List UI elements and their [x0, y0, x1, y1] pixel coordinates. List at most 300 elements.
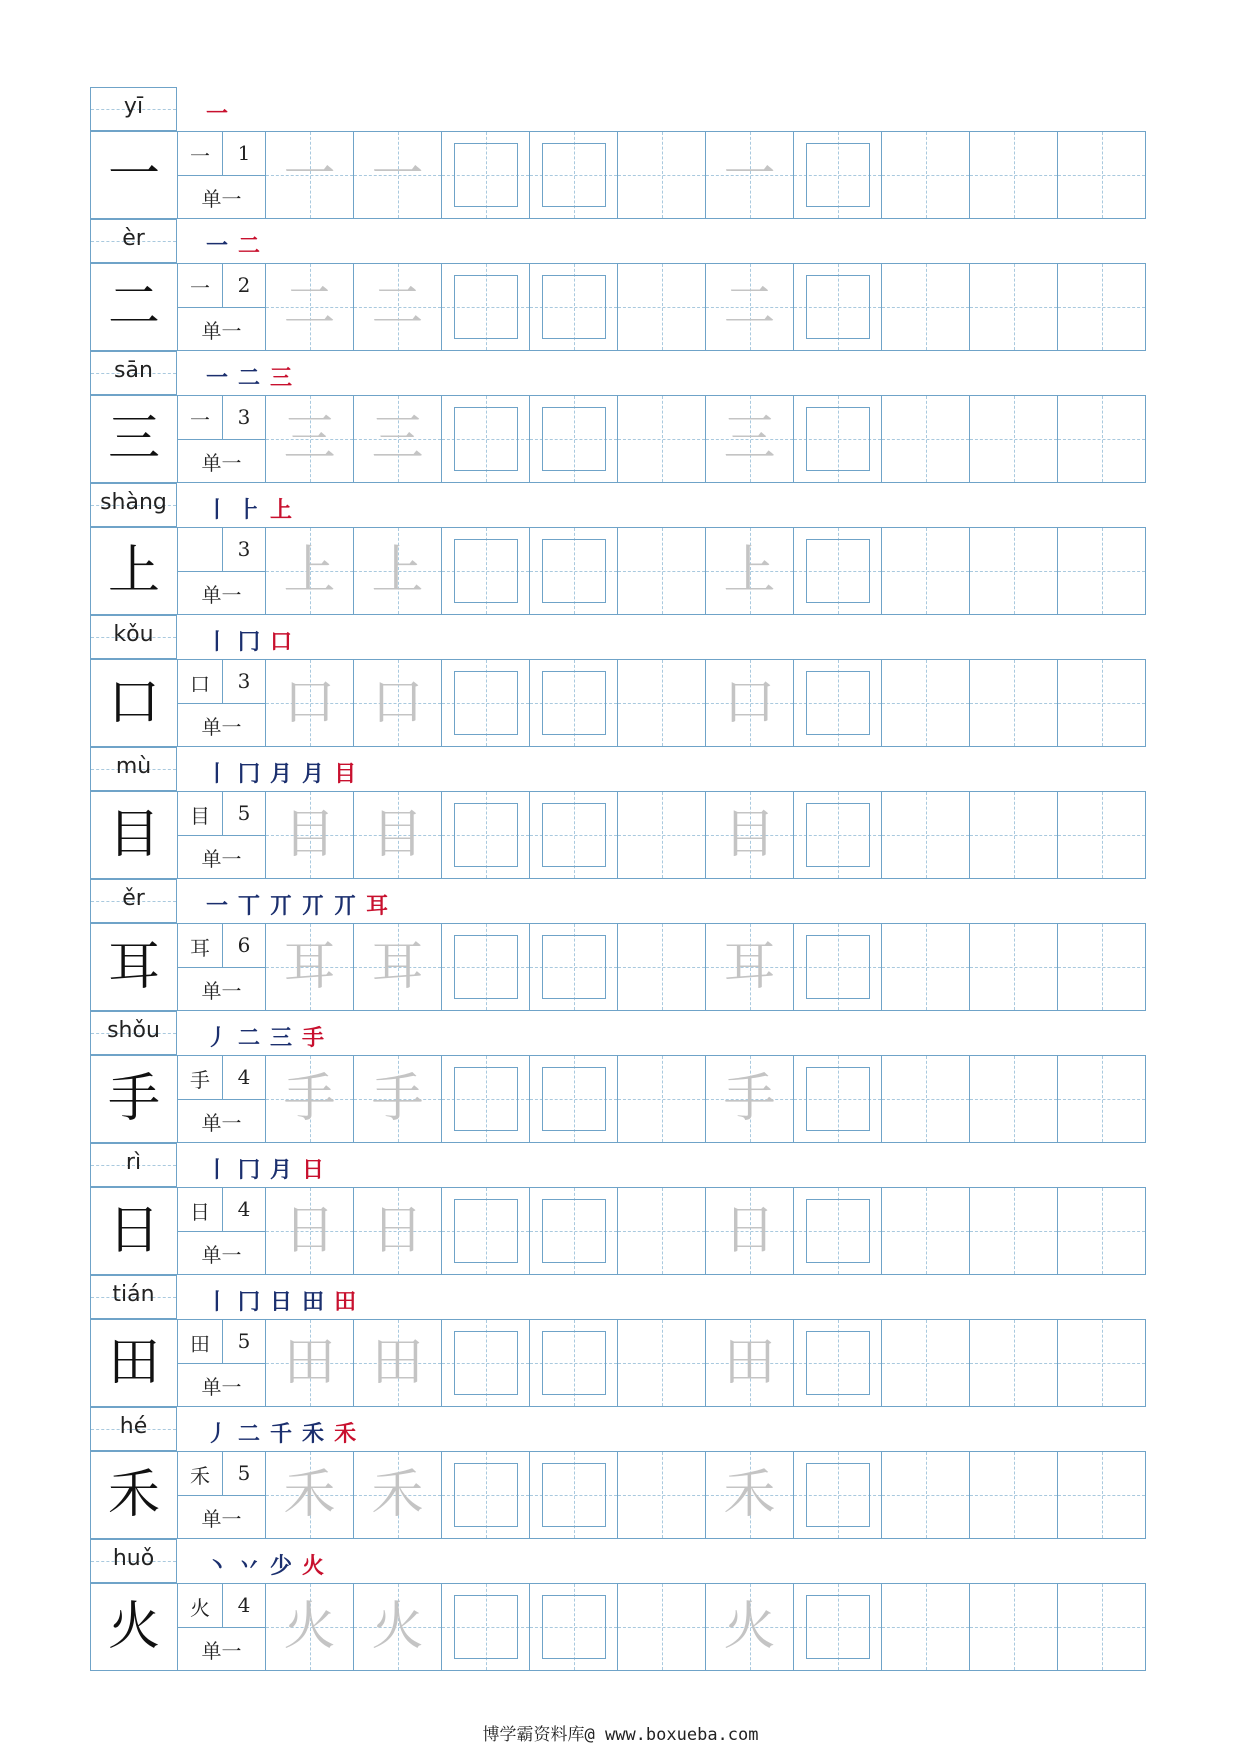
model-character: 火: [91, 1584, 178, 1670]
practice-cell: [1058, 1056, 1146, 1142]
info-divider: [178, 571, 265, 572]
guide-line-horizontal: [970, 175, 1057, 176]
practice-cell: [882, 1320, 970, 1406]
practice-cell: [530, 1584, 618, 1670]
pinyin-row: [90, 1539, 1146, 1583]
stroke-count: 3: [237, 537, 251, 561]
guide-line-horizontal: [882, 1495, 969, 1496]
practice-cell: [970, 924, 1058, 1010]
writing-grid-row: [90, 395, 1146, 483]
guide-line-horizontal: [882, 439, 969, 440]
stroke-step: 二: [238, 1422, 261, 1447]
stroke-step: 手: [302, 1026, 325, 1051]
stroke-step: 禾: [302, 1422, 325, 1447]
character-info: [178, 1056, 266, 1142]
stroke-step: 禾: [334, 1422, 357, 1447]
writing-grid-row: [90, 791, 1146, 879]
practice-cell: [618, 924, 706, 1010]
practice-cell: [970, 1320, 1058, 1406]
stroke-step: 千: [270, 1422, 293, 1447]
guide-line-horizontal: [1058, 835, 1145, 836]
practice-cell: [794, 1452, 882, 1538]
trace-character: 禾: [371, 1465, 424, 1525]
practice-cell: [530, 1056, 618, 1142]
guide-line-horizontal: [882, 307, 969, 308]
radical-label: 耳: [190, 936, 210, 960]
guide-line-horizontal: [1058, 1099, 1145, 1100]
pinyin-cell: [90, 219, 177, 263]
trace-cell: [706, 264, 794, 350]
practice-cell: [882, 1056, 970, 1142]
guide-line-horizontal: [882, 703, 969, 704]
pinyin-cell: [90, 483, 177, 527]
unit-label: 单一: [201, 1639, 242, 1663]
practice-cell: [882, 792, 970, 878]
character-entry: [90, 483, 1146, 615]
inner-square: [542, 1199, 606, 1263]
character-entry: [90, 1011, 1146, 1143]
stroke-step: 丨: [206, 1290, 229, 1315]
practice-cell: [1058, 396, 1146, 482]
pinyin-label: mù: [115, 754, 152, 779]
pinyin-label: rì: [125, 1150, 142, 1175]
trace-character: 日: [283, 1201, 336, 1261]
stroke-step: 一: [206, 102, 229, 127]
practice-cell: [530, 924, 618, 1010]
character-entry: [90, 879, 1146, 1011]
unit-label: 单一: [201, 1375, 242, 1399]
stroke-step: 上: [270, 498, 293, 523]
model-character: 一: [91, 132, 178, 218]
practice-cell: [970, 132, 1058, 218]
inner-square: [806, 275, 870, 339]
character-info: [178, 132, 266, 218]
inner-square: [806, 1199, 870, 1263]
stroke-step: 一: [206, 894, 229, 919]
stroke-order: [206, 889, 398, 919]
practice-cell: [1058, 1188, 1146, 1274]
stroke-step: 二: [238, 234, 261, 259]
practice-cell: [442, 1056, 530, 1142]
practice-cell: [794, 660, 882, 746]
stroke-order: [206, 1417, 366, 1447]
practice-cell: [970, 264, 1058, 350]
trace-character: 口: [283, 673, 336, 733]
pinyin-label: tián: [112, 1282, 155, 1307]
model-character: 手: [91, 1056, 178, 1142]
model-character: 目: [91, 792, 178, 878]
pinyin-cell: [90, 747, 177, 791]
stroke-count: 6: [237, 933, 251, 957]
model-character: 禾: [91, 1452, 178, 1538]
stroke-order: [206, 229, 270, 259]
radical-label: 目: [190, 804, 210, 828]
trace-cell: [266, 1584, 354, 1670]
guide-line-horizontal: [618, 1099, 705, 1100]
trace-cell: [266, 792, 354, 878]
unit-label: 单一: [201, 319, 242, 343]
trace-character: 一: [283, 145, 336, 205]
trace-cell: [706, 1452, 794, 1538]
stroke-step: 田: [302, 1290, 325, 1315]
practice-cell: [442, 1188, 530, 1274]
trace-cell: [706, 528, 794, 614]
inner-square: [454, 275, 518, 339]
trace-character: 一: [723, 145, 776, 205]
inner-square: [454, 407, 518, 471]
stroke-order: [206, 493, 302, 523]
trace-cell: [354, 528, 442, 614]
inner-square: [542, 275, 606, 339]
inner-square: [806, 935, 870, 999]
trace-character: 手: [371, 1069, 424, 1129]
writing-grid-row: [90, 1583, 1146, 1671]
stroke-step: 日: [302, 1158, 325, 1183]
stroke-step: 二: [238, 366, 261, 391]
practice-sheet: [90, 87, 1146, 1671]
character-entry: [90, 87, 1146, 219]
guide-line-horizontal: [1058, 439, 1145, 440]
guide-line-horizontal: [618, 175, 705, 176]
character-info: [178, 264, 266, 350]
pinyin-cell: [90, 1143, 177, 1187]
info-divider: [178, 1495, 265, 1496]
stroke-step: 丌: [270, 894, 293, 919]
practice-cell: [442, 1320, 530, 1406]
trace-cell: [706, 1188, 794, 1274]
stroke-step: 月: [270, 1158, 293, 1183]
practice-cell: [1058, 924, 1146, 1010]
footer-credit: 博学霸资料库@ www.boxueba.com: [482, 1725, 759, 1745]
stroke-step: 日: [270, 1290, 293, 1315]
inner-square: [454, 1331, 518, 1395]
trace-cell: [354, 1188, 442, 1274]
stroke-step: 目: [334, 762, 357, 787]
guide-line-horizontal: [970, 967, 1057, 968]
guide-line-horizontal: [1058, 1231, 1145, 1232]
pinyin-label: kǒu: [113, 622, 154, 647]
pinyin-row: [90, 879, 1146, 923]
practice-cell: [970, 660, 1058, 746]
guide-line-horizontal: [882, 1099, 969, 1100]
practice-cell: [618, 1320, 706, 1406]
stroke-step: 丨: [206, 1158, 229, 1183]
stroke-step: 丨: [206, 630, 229, 655]
practice-cell: [530, 1320, 618, 1406]
pinyin-cell: [90, 1407, 177, 1451]
practice-cell: [1058, 660, 1146, 746]
trace-character: 田: [371, 1333, 424, 1393]
stroke-step: 三: [270, 1026, 293, 1051]
trace-cell: [354, 132, 442, 218]
character-info: [178, 1320, 266, 1406]
trace-character: 日: [371, 1201, 424, 1261]
unit-label: 单一: [201, 847, 242, 871]
inner-square: [542, 407, 606, 471]
trace-cell: [354, 792, 442, 878]
practice-cell: [1058, 1584, 1146, 1670]
practice-cell: [530, 396, 618, 482]
trace-cell: [354, 1452, 442, 1538]
guide-line-horizontal: [618, 1363, 705, 1364]
character-entry: [90, 1143, 1146, 1275]
trace-character: 上: [723, 541, 776, 601]
stroke-step: 冂: [238, 1158, 261, 1183]
pinyin-label: shǒu: [107, 1018, 160, 1043]
info-divider: [178, 1231, 265, 1232]
pinyin-cell: [90, 1011, 177, 1055]
practice-cell: [1058, 1320, 1146, 1406]
guide-line-horizontal: [1058, 1363, 1145, 1364]
guide-line-horizontal: [882, 571, 969, 572]
pinyin-cell: [90, 87, 177, 131]
practice-cell: [1058, 528, 1146, 614]
stroke-order: [206, 1021, 334, 1051]
trace-character: 耳: [723, 937, 776, 997]
pinyin-row: [90, 1143, 1146, 1187]
radical-label: 手: [190, 1068, 210, 1092]
character-entry: [90, 1407, 1146, 1539]
trace-character: 三: [723, 409, 776, 469]
radical-label: 田: [190, 1332, 210, 1356]
guide-line-horizontal: [882, 835, 969, 836]
stroke-order: [206, 1285, 366, 1315]
stroke-step: 二: [238, 1026, 261, 1051]
practice-cell: [1058, 1452, 1146, 1538]
practice-cell: [882, 528, 970, 614]
inner-square: [806, 143, 870, 207]
trace-cell: [706, 396, 794, 482]
pinyin-label: shàng: [100, 490, 167, 515]
pinyin-label: èr: [122, 226, 145, 251]
trace-character: 二: [371, 277, 424, 337]
practice-cell: [618, 396, 706, 482]
stroke-step: 少: [270, 1554, 293, 1579]
pinyin-cell: [90, 1275, 177, 1319]
trace-character: 禾: [723, 1465, 776, 1525]
inner-square: [454, 1199, 518, 1263]
info-divider: [178, 439, 265, 440]
pinyin-label: yī: [123, 94, 144, 119]
inner-square: [454, 1067, 518, 1131]
character-entry: [90, 747, 1146, 879]
guide-line-horizontal: [1058, 175, 1145, 176]
pinyin-cell: [90, 615, 177, 659]
stroke-step: 丌: [334, 894, 357, 919]
practice-cell: [442, 660, 530, 746]
practice-cell: [442, 528, 530, 614]
practice-cell: [618, 132, 706, 218]
guide-line-horizontal: [970, 571, 1057, 572]
practice-cell: [794, 1056, 882, 1142]
stroke-count: 5: [237, 1329, 251, 1353]
inner-square: [806, 671, 870, 735]
stroke-step: 三: [270, 366, 293, 391]
trace-cell: [266, 528, 354, 614]
inner-square: [806, 539, 870, 603]
practice-cell: [530, 528, 618, 614]
trace-cell: [354, 396, 442, 482]
stroke-step: 丷: [238, 1554, 261, 1579]
guide-line-horizontal: [1058, 1627, 1145, 1628]
stroke-count: 4: [237, 1065, 251, 1089]
inner-square: [454, 935, 518, 999]
character-entry: [90, 351, 1146, 483]
pinyin-row: [90, 1275, 1146, 1319]
practice-cell: [970, 528, 1058, 614]
practice-cell: [882, 264, 970, 350]
pinyin-row: [90, 219, 1146, 263]
trace-character: 口: [723, 673, 776, 733]
practice-cell: [530, 1188, 618, 1274]
radical-label: 禾: [190, 1464, 210, 1488]
pinyin-row: [90, 87, 1146, 131]
stroke-count: 4: [237, 1197, 251, 1221]
model-character: 上: [91, 528, 178, 614]
pinyin-row: [90, 615, 1146, 659]
character-info: [178, 1584, 266, 1670]
writing-grid-row: [90, 131, 1146, 219]
practice-cell: [882, 1452, 970, 1538]
unit-label: 单一: [201, 583, 242, 607]
guide-line-horizontal: [970, 307, 1057, 308]
inner-square: [542, 803, 606, 867]
pinyin-label: ěr: [122, 886, 145, 911]
pinyin-cell: [90, 879, 177, 923]
stroke-step: 丅: [238, 894, 261, 919]
stroke-order: [206, 361, 302, 391]
radical-label: 一: [190, 408, 210, 432]
practice-cell: [618, 528, 706, 614]
practice-cell: [794, 132, 882, 218]
pinyin-label: huǒ: [112, 1546, 155, 1571]
stroke-order: [206, 1549, 334, 1579]
trace-character: 三: [371, 409, 424, 469]
practice-cell: [970, 396, 1058, 482]
guide-line-horizontal: [1058, 307, 1145, 308]
unit-label: 单一: [201, 979, 242, 1003]
inner-square: [806, 407, 870, 471]
trace-cell: [266, 1452, 354, 1538]
practice-cell: [882, 660, 970, 746]
trace-character: 二: [723, 277, 776, 337]
guide-line-horizontal: [618, 439, 705, 440]
guide-line-horizontal: [882, 1231, 969, 1232]
stroke-count: 3: [237, 405, 251, 429]
model-character: 二: [91, 264, 178, 350]
radical-label: 一: [190, 144, 210, 168]
stroke-step: ⺊: [238, 498, 261, 523]
trace-cell: [266, 264, 354, 350]
unit-label: 单一: [201, 1243, 242, 1267]
trace-cell: [706, 1320, 794, 1406]
writing-grid-row: [90, 527, 1146, 615]
trace-character: 三: [283, 409, 336, 469]
guide-line-horizontal: [1058, 1495, 1145, 1496]
stroke-step: 田: [334, 1290, 357, 1315]
trace-cell: [266, 660, 354, 746]
practice-cell: [442, 132, 530, 218]
character-entry: [90, 219, 1146, 351]
inner-square: [806, 1067, 870, 1131]
stroke-step: 丿: [206, 1422, 229, 1447]
info-divider: [178, 175, 265, 176]
stroke-count: 2: [237, 273, 251, 297]
inner-square: [454, 1595, 518, 1659]
trace-character: 目: [283, 805, 336, 865]
trace-character: 口: [371, 673, 424, 733]
trace-character: 火: [283, 1597, 336, 1657]
guide-line-horizontal: [970, 1495, 1057, 1496]
stroke-order: [206, 757, 366, 787]
trace-character: 上: [371, 541, 424, 601]
practice-cell: [882, 132, 970, 218]
inner-square: [806, 1595, 870, 1659]
character-entry: [90, 1539, 1146, 1671]
trace-character: 目: [723, 805, 776, 865]
unit-label: 单一: [201, 451, 242, 475]
guide-line-horizontal: [882, 967, 969, 968]
guide-line-horizontal: [882, 1363, 969, 1364]
stroke-count: 1: [237, 141, 251, 165]
guide-line-horizontal: [970, 439, 1057, 440]
writing-grid-row: [90, 1451, 1146, 1539]
inner-square: [542, 539, 606, 603]
pinyin-row: [90, 747, 1146, 791]
trace-cell: [706, 792, 794, 878]
guide-line-horizontal: [970, 1627, 1057, 1628]
stroke-step: 口: [270, 630, 293, 655]
model-character: 田: [91, 1320, 178, 1406]
practice-cell: [442, 396, 530, 482]
stroke-count: 4: [237, 1593, 251, 1617]
practice-cell: [442, 1584, 530, 1670]
info-divider: [178, 835, 265, 836]
radical-label: 火: [190, 1596, 210, 1620]
practice-cell: [882, 396, 970, 482]
practice-cell: [618, 264, 706, 350]
character-info: [178, 1188, 266, 1274]
pinyin-row: [90, 351, 1146, 395]
trace-cell: [354, 660, 442, 746]
guide-line-horizontal: [618, 1495, 705, 1496]
inner-square: [806, 1463, 870, 1527]
practice-cell: [442, 924, 530, 1010]
stroke-step: 冂: [238, 762, 261, 787]
stroke-count: 5: [237, 801, 251, 825]
guide-line-horizontal: [882, 1627, 969, 1628]
stroke-order: [206, 625, 302, 655]
info-divider: [178, 1627, 265, 1628]
guide-line-horizontal: [618, 967, 705, 968]
practice-cell: [794, 396, 882, 482]
trace-character: 耳: [371, 937, 424, 997]
practice-cell: [530, 1452, 618, 1538]
character-entry: [90, 1275, 1146, 1407]
stroke-step: 月: [270, 762, 293, 787]
character-entry: [90, 615, 1146, 747]
writing-grid-row: [90, 1055, 1146, 1143]
guide-line-horizontal: [1058, 571, 1145, 572]
trace-cell: [354, 1584, 442, 1670]
stroke-step: 冂: [238, 1290, 261, 1315]
stroke-order: [206, 97, 238, 127]
character-info: [178, 528, 266, 614]
pinyin-label: hé: [119, 1414, 148, 1439]
writing-grid-row: [90, 659, 1146, 747]
inner-square: [542, 1595, 606, 1659]
stroke-step: 丨: [206, 498, 229, 523]
